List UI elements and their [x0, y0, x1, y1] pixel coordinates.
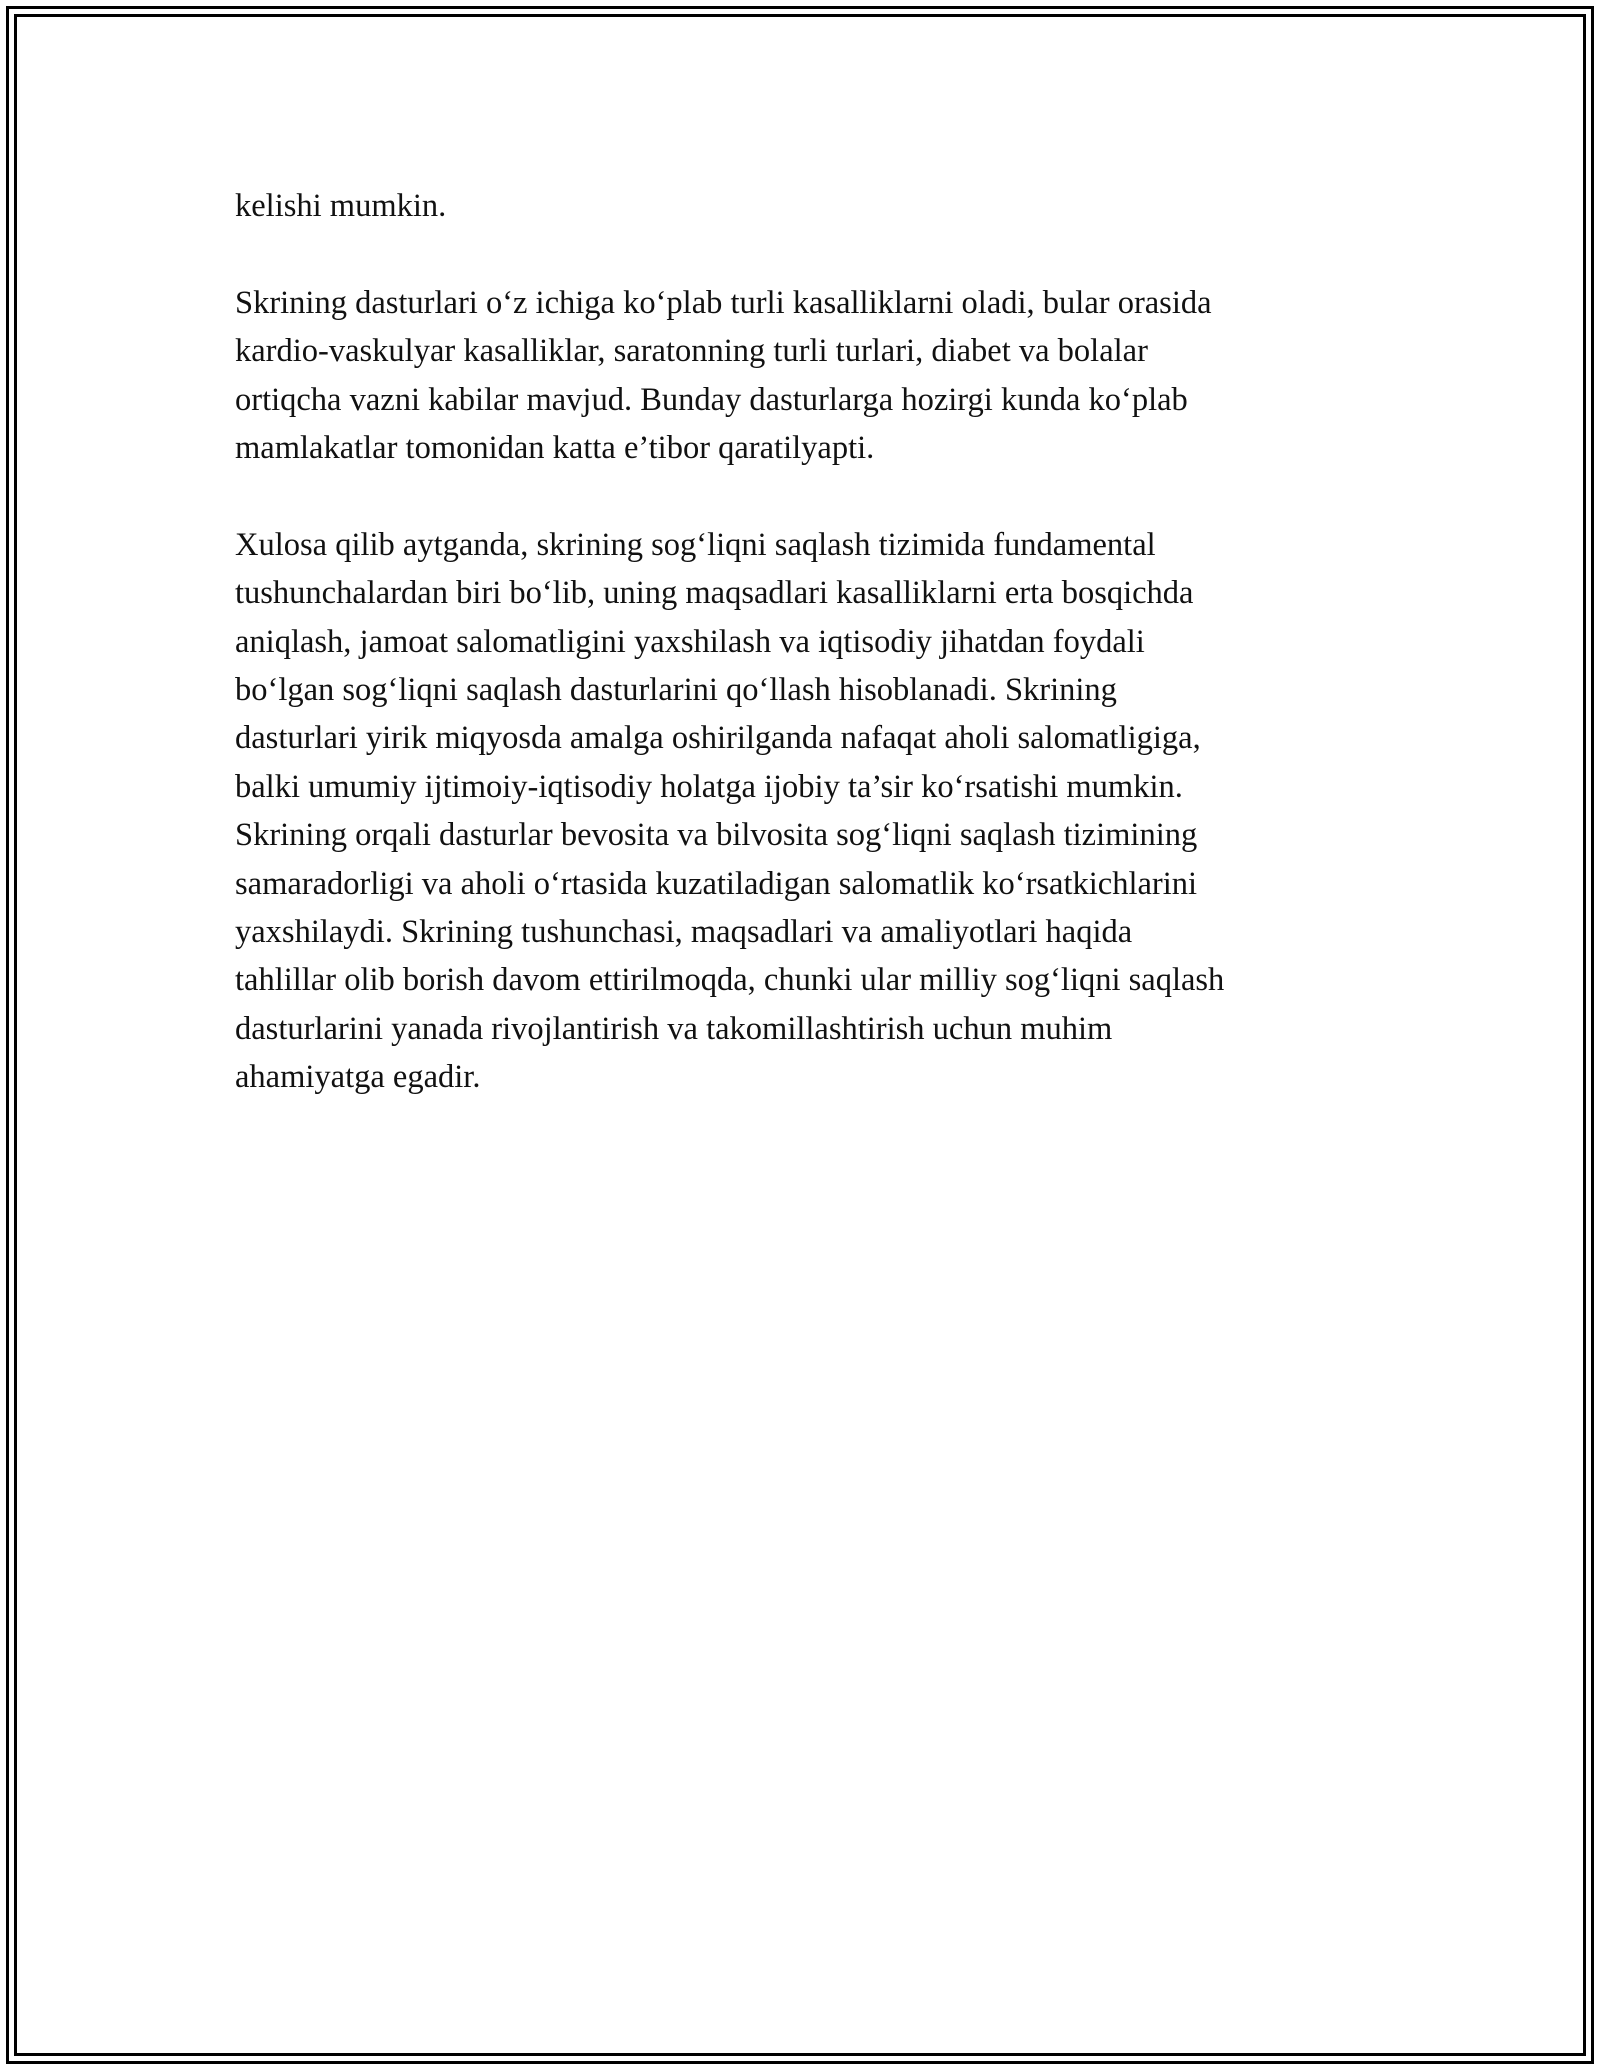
text-line: Skrining dasturlari o‘z ichiga ko‘plab turli kasalliklarni oladi, bular orasida [235, 284, 1212, 321]
text-line: kelishi mumkin. [235, 188, 447, 224]
text-line: aniqlash, jamoat salomatligini yaxshilash va iqtisodiy jihatdan foydali [235, 623, 1145, 660]
paragraph-spacer [235, 472, 1385, 520]
text-line: tahlillar olib borish davom ettirilmoqda, chunki ular milliy sog‘liqni saqlash [235, 962, 1225, 999]
text-line: dasturlari yirik miqyosda amalga oshirilganda nafaqat aholi salomatligiga, [235, 720, 1201, 757]
text-line: ortiqcha vazni kabilar mavjud. Bunday dasturlarga hozirgi kunda ko‘plab [235, 381, 1188, 418]
text-line: bo‘lgan sog‘liqni saqlash dasturlarini qo‘llash hisoblanadi. Skrining [235, 672, 1117, 709]
text-line: balki umumiy ijtimoiy-iqtisodiy holatga ijobiy ta’sir ko‘rsatishi mumkin. [235, 768, 1183, 805]
text-line: kardio-vaskulyar kasalliklar, saratonning turli turlari, diabet va bolalar [235, 333, 1148, 370]
text-line: Skrining orqali dasturlar bevosita va bilvosita sog‘liqni saqlash tizimining [235, 817, 1198, 854]
paragraph-continuation [235, 182, 1385, 230]
text-line: yaxshilaydi. Skrining tushunchasi, maqsadlari va amaliyotlari haqida [235, 914, 1133, 951]
document-body [235, 182, 1385, 1102]
text-line: dasturlarini yanada rivojlantirish va takomillashtirish uchun muhim [235, 1010, 1113, 1047]
paragraph-conclusion [235, 521, 1385, 1102]
text-line: tushunchalardan biri bo‘lib, uning maqsadlari kasalliklarni erta bosqichda [235, 575, 1194, 612]
text-line: mamlakatlar tomonidan katta e’tibor qaratilyapti. [235, 430, 875, 467]
text-line: Xulosa qilib aytganda, skrining sog‘liqni saqlash tizimida fundamental [235, 526, 1156, 563]
paragraph-spacer [235, 230, 1385, 278]
text-line: samaradorligi va aholi o‘rtasida kuzatiladigan salomatlik ko‘rsatkichlarini [235, 865, 1198, 902]
paragraph-screening-programs [235, 279, 1385, 473]
text-line: ahamiyatga egadir. [235, 1059, 481, 1096]
